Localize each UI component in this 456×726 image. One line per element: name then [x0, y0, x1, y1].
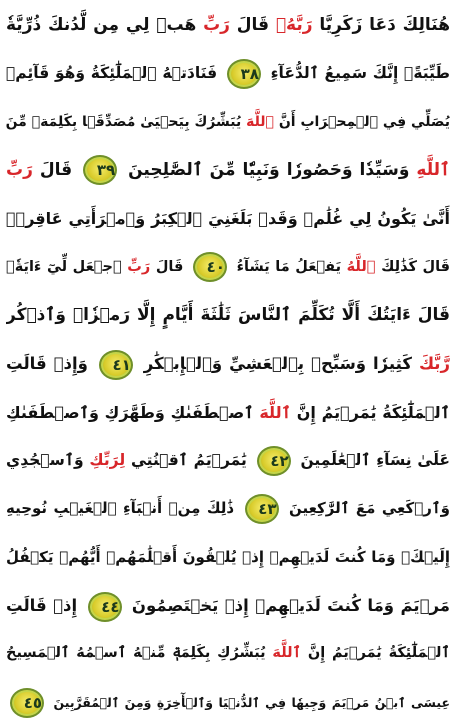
- ayah-number-marker: ٤٥: [10, 688, 44, 718]
- verse-text: ٱلۡمَلَٰٓئِكَةُ يَٰمَرۡيَمُ إِنَّ: [301, 645, 450, 662]
- verse-text: وَسَيِّدٗا وَحَصُورٗا وَنَبِيّٗا مِّنَ ٱلصَّٰلِحِينَ: [121, 160, 417, 181]
- verse-text: قَالَ: [32, 160, 80, 181]
- verse-text: يُبَشِّرُكِ بِكَلِمَةٖ مِّنۡهُ ٱسۡمُهُ ٱلۡمَسِيحُ: [6, 645, 273, 662]
- verse-text: وَٱرۡكَعِي مَعَ ٱلرَّٰكِعِينَ: [282, 499, 450, 518]
- verse-text: ٱلۡمَلَٰٓئِكَةُ يَٰمَرۡيَمُ إِنَّ: [290, 402, 450, 422]
- ayah-number-marker: ٤٤: [88, 592, 122, 622]
- verse-line: [6, 485, 450, 532]
- verse-line: [6, 534, 450, 581]
- verse-text: مَرۡيَمَ وَمَا كُنتَ لَدَيۡهِمۡ إِذۡ يَخۡتَصِمُونَ: [125, 596, 450, 616]
- verse-text: هُنَالِكَ دَعَا زَكَرِيَّا: [312, 15, 450, 35]
- divine-name-text: رَبِّ: [127, 258, 151, 275]
- verse-text: ذَٰلِكَ مِنۡ أَنۢبَآءِ ٱلۡغَيۡبِ نُوحِيهِ: [6, 499, 241, 518]
- verse-text: قَالَ: [229, 15, 276, 35]
- ayah-number-marker: ٣٩: [83, 155, 117, 185]
- verse-line: [6, 437, 450, 484]
- divine-name-text: لِرَبِّكِ: [89, 451, 126, 470]
- verse-text: أَنَّىٰ يَكُونُ لِي غُلَٰمٞ وَقَدۡ بَلَغَنِيَ ٱلۡكِبَرُ وَٱمۡرَأَتِي عَاقِرٞۖ: [6, 209, 450, 229]
- divine-name-text: رَبِّ: [6, 160, 33, 181]
- divine-name-text: رَبَّهُۥ: [275, 15, 313, 35]
- verse-line: [6, 389, 450, 436]
- verse-line: [6, 679, 450, 726]
- verse-text: وَإِذۡ قَالَتِ: [6, 354, 95, 374]
- verse-line: [6, 630, 450, 677]
- verse-text: يَفۡعَلُ مَا يَشَآءُ: [230, 258, 347, 275]
- verse-text: فَنَادَتۡهُ ٱلۡمَلَٰٓئِكَةُ وَهُوَ قَآئِمٞ: [6, 64, 223, 83]
- verse-line: [6, 147, 450, 194]
- verse-line: [6, 340, 450, 387]
- ayah-number-marker: ٣٨: [227, 59, 261, 89]
- verse-text: يُبَشِّرُكَ بِيَحۡيَىٰ مُصَدِّقَۢا بِكَلِمَةٖ مِّنَ: [6, 113, 247, 130]
- verse-line: [6, 292, 450, 339]
- verse-line: [6, 50, 450, 97]
- verse-text: قَالَ: [150, 258, 189, 275]
- divine-name-text: ٱللَّهُ: [346, 258, 376, 275]
- verse-text: قَالَ كَذَٰلِكَ: [375, 258, 450, 275]
- verse-line: [6, 582, 450, 629]
- divine-name-text: ٱللَّهَ: [259, 402, 291, 422]
- divine-name-text: ٱللَّهِ: [416, 160, 450, 181]
- verse-text: عِيسَى ٱبۡنُ مَرۡيَمَ وَجِيهٗا فِي ٱلدُّنۡيَا وَٱلۡأٓخِرَةِ وَمِنَ ٱلۡمُقَرَّبِينَ: [48, 694, 450, 710]
- ayah-number-marker: ٤٠: [193, 252, 227, 282]
- verse-text: قَالَ ءَايَتُكَ أَلَّا تُكَلِّمَ ٱلنَّاسَ ثَلَٰثَةَ أَيَّامٍ إِلَّا رَمۡزٗاۗ وَٱذۡكُر: [6, 305, 450, 326]
- verse-line: [6, 2, 450, 49]
- verse-text: ٱجۡعَل لِّيٓ ءَايَةٗۖ: [6, 258, 128, 275]
- verse-text: هَبۡ لِي مِن لَّدُنكَ ذُرِّيَّةٗ: [6, 15, 204, 35]
- ayah-number-marker: ٤٢: [257, 446, 291, 476]
- divine-name-text: رَبِّ: [203, 15, 230, 35]
- verse-text: عَلَىٰ نِسَآءِ ٱلۡعَٰلَمِينَ: [294, 451, 450, 470]
- verse-text: وَٱسۡجُدِي: [6, 451, 90, 470]
- verse-line: [6, 244, 450, 291]
- divine-name-text: ٱللَّهَ: [272, 645, 302, 662]
- divine-name-text: ٱللَّهَ: [246, 113, 274, 130]
- verse-text: يُصَلِّي فِي ٱلۡمِحۡرَابِ أَنَّ: [273, 113, 450, 130]
- ayah-number-marker: ٤٣: [245, 494, 279, 524]
- verse-line: [6, 195, 450, 242]
- verse-text: يَٰمَرۡيَمُ ٱقۡنُتِي: [125, 451, 253, 470]
- divine-name-text: رَّبَّكَ: [418, 354, 450, 374]
- verse-text: إِذۡ قَالَتِ: [6, 596, 84, 616]
- ayah-number-marker: ٤١: [99, 350, 133, 380]
- verse-text: طَيِّبَةًۖ إِنَّكَ سَمِيعُ ٱلدُّعَآءِ: [264, 64, 450, 83]
- verse-text: إِلَيۡكَۚ وَمَا كُنتَ لَدَيۡهِمۡ إِذۡ يُلۡقُونَ أَقۡلَٰمَهُمۡ أَيُّهُمۡ يَكۡفُلُ: [6, 547, 450, 566]
- verse-text: ٱصۡطَفَىٰكِ وَطَهَّرَكِ وَٱصۡطَفَىٰكِ: [6, 402, 260, 422]
- verse-line: [6, 99, 450, 146]
- verse-text: كَثِيرٗا وَسَبِّحۡ بِٱلۡعَشِيِّ وَٱلۡإِبۡكَٰرِ: [136, 354, 419, 374]
